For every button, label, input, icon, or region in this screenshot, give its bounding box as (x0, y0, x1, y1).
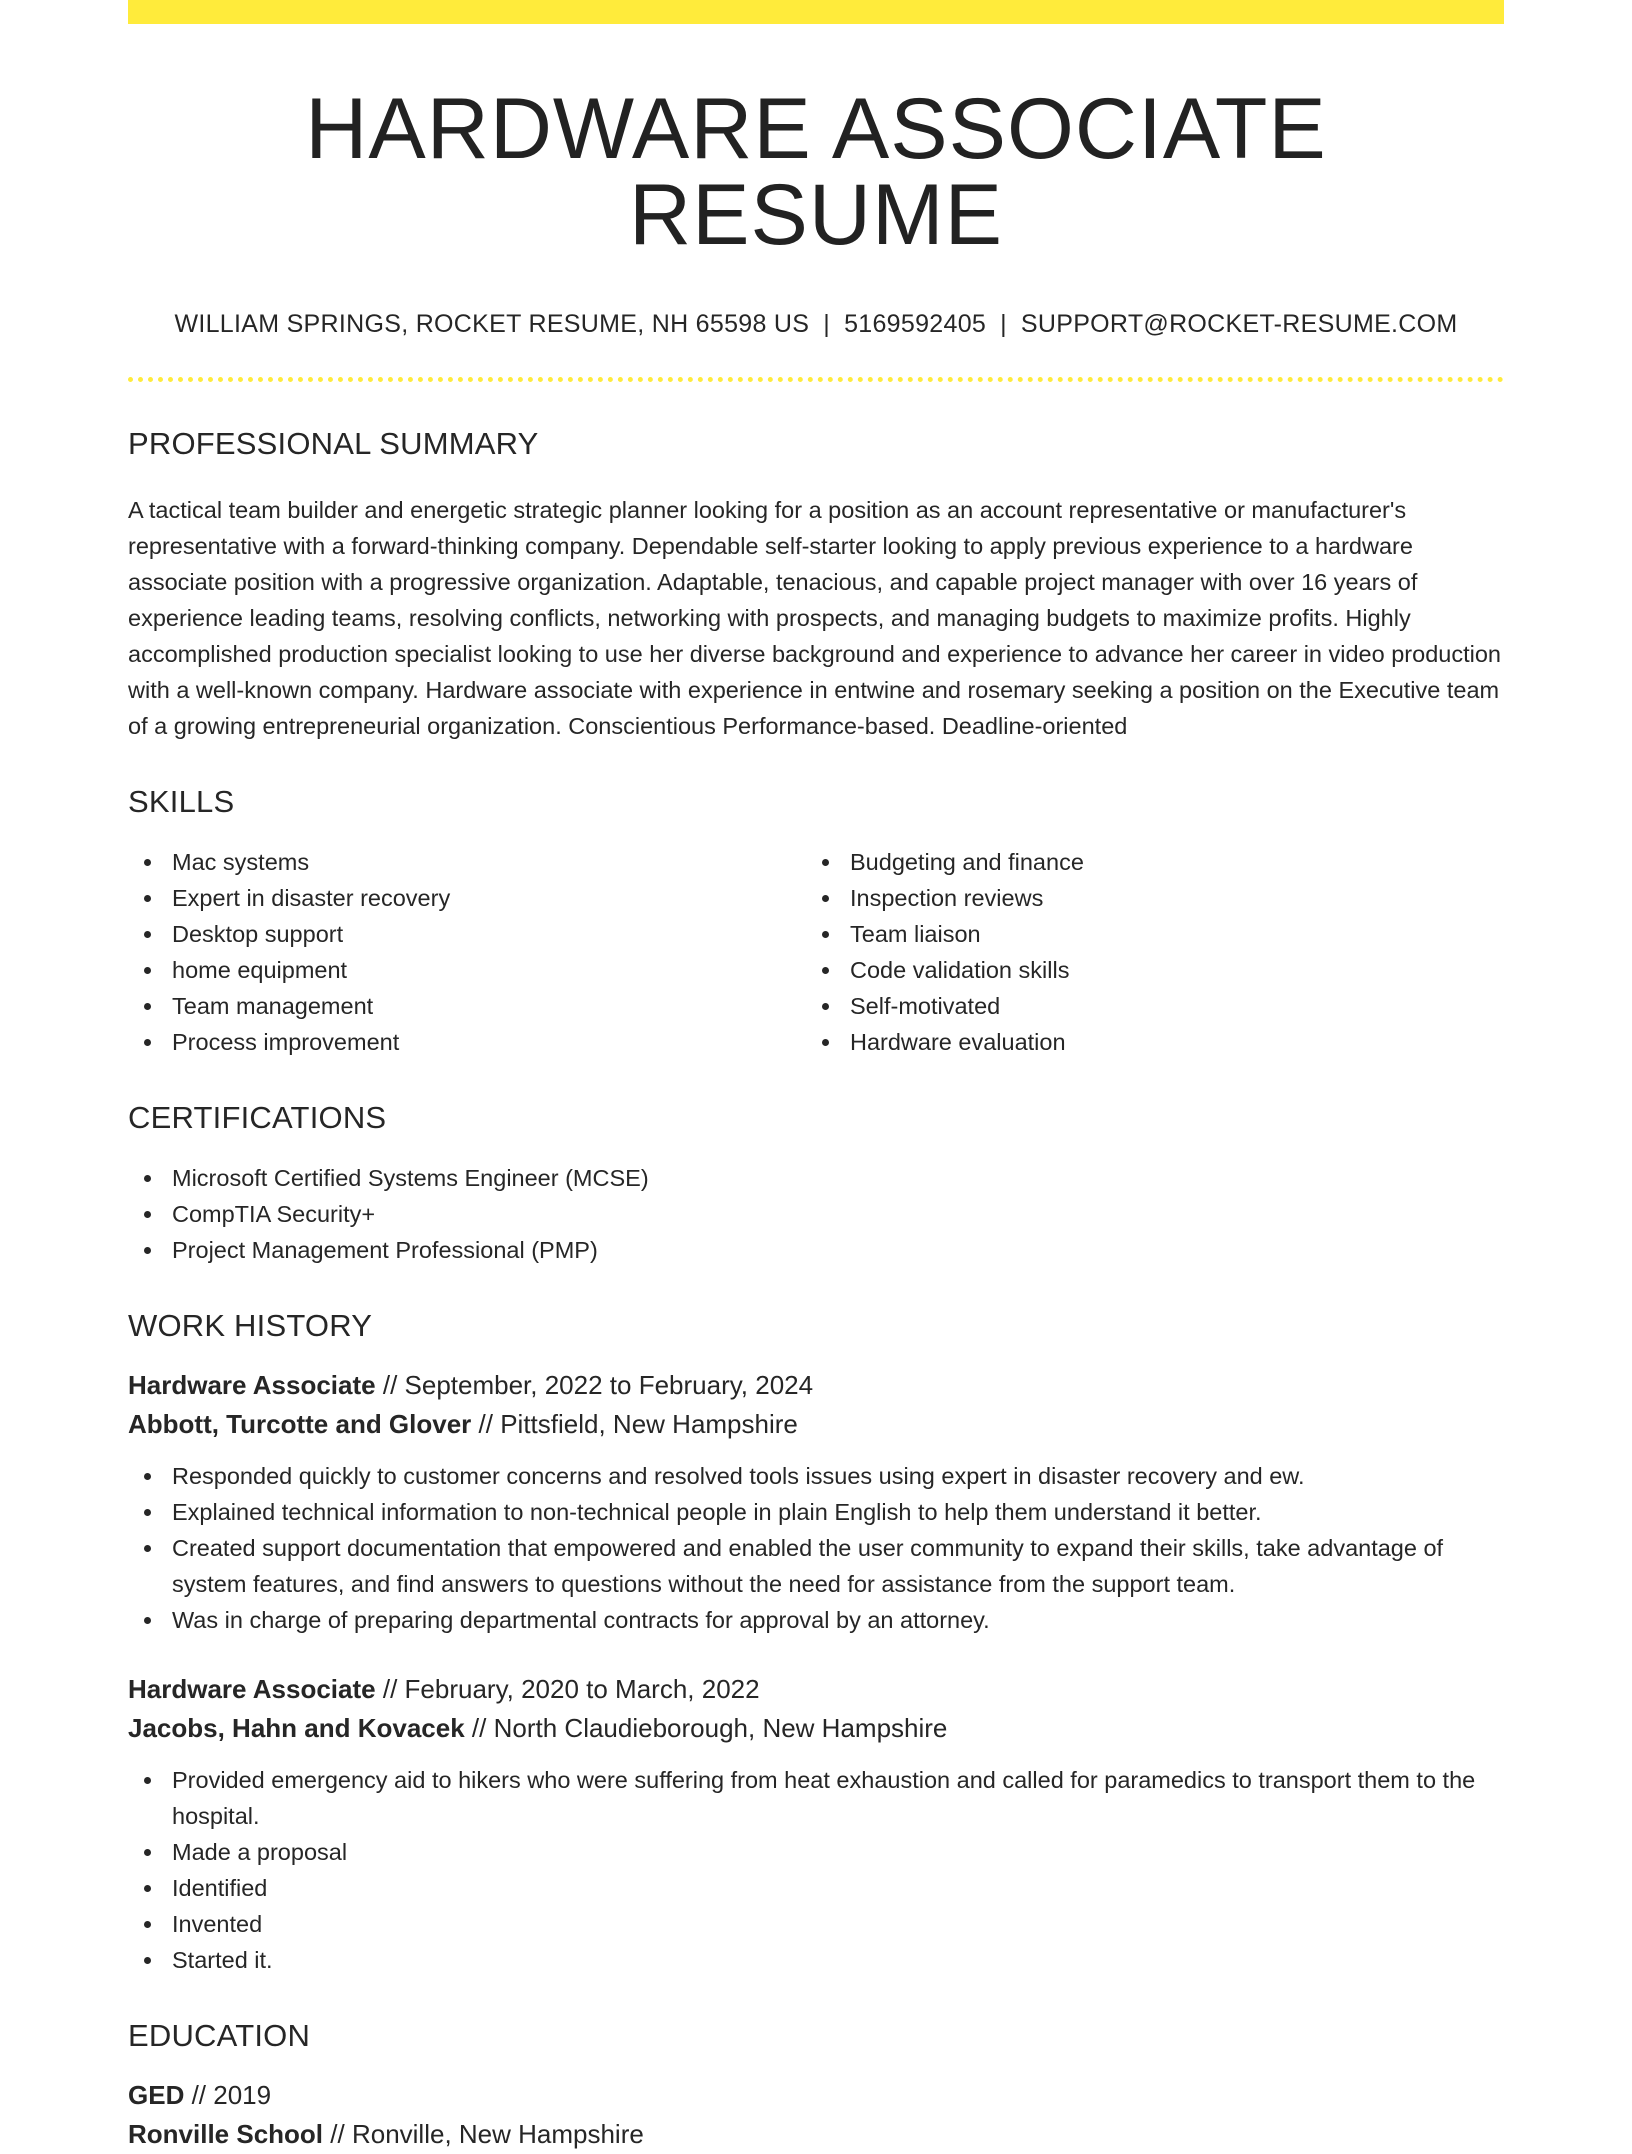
resume-title: HARDWARE ASSOCIATE RESUME (305, 81, 1327, 263)
resume-page (128, 0, 1504, 2154)
skill-item: Expert in disaster recovery (128, 880, 806, 916)
education-heading: EDUCATION (128, 2018, 311, 2053)
skill-item: home equipment (128, 952, 806, 988)
job-entry (128, 1670, 1504, 1978)
skills-list-left (128, 844, 806, 1060)
certification-item: Microsoft Certified Systems Engineer (MCSE) (128, 1160, 1504, 1196)
job-bullet: Created support documentation that empowered and enabled the user community to expand their skills, take advantage of system features, and find answers to questions without the need for assistance from the support team. (128, 1530, 1504, 1602)
contact-email: SUPPORT@ROCKET-RESUME.COM (1020, 310, 1458, 338)
job-bullets (128, 1762, 1504, 1978)
job-title: Hardware Associate (128, 1370, 376, 1400)
certifications-list (128, 1160, 1504, 1268)
job-bullets (128, 1458, 1504, 1638)
job-separator: // (382, 1674, 398, 1704)
accent-bar (128, 0, 1504, 24)
contact-phone: 5169592405 (844, 310, 987, 338)
skill-item: Desktop support (128, 916, 806, 952)
summary-text: A tactical team builder and energetic strategic planner looking for a position as an account representative or manufacturer's representative with a forward-thinking company. Dependable self-starter looking to apply previous experience to a hardware associate position with a progressive organization. Adaptable, tenacious, and capable project manager with over 16 years of experience leading teams, resolving conflicts, networking with prospects, and managing budgets to maximize profits. Highly accomplished production specialist looking to use her diverse background and experience to advance her career in video production with a well-known company. Hardware associate with experience in entwine and rosemary seeking a position on the Executive team of a growing entrepreneurial organization. Conscientious Performance-based. Deadline-oriented (128, 497, 1501, 739)
contact-separator: | (1000, 310, 1007, 338)
dotted-divider (128, 377, 1504, 382)
certifications-heading: CERTIFICATIONS (128, 1100, 387, 1135)
job-company-line (128, 1709, 1504, 1748)
contact-line (128, 310, 1504, 339)
job-title-line (128, 1670, 1504, 1709)
skill-item: Process improvement (128, 1024, 806, 1060)
job-separator: // (382, 1370, 398, 1400)
job-bullet: Explained technical information to non-technical people in plain English to help them understand it better. (128, 1494, 1504, 1530)
job-bullet: Was in charge of preparing departmental contracts for approval by an attorney. (128, 1602, 1504, 1638)
skill-item: Inspection reviews (806, 880, 1484, 916)
certification-item: CompTIA Security+ (128, 1196, 1504, 1232)
job-company: Jacobs, Hahn and Kovacek (128, 1713, 465, 1743)
job-bullet: Responded quickly to customer concerns and resolved tools issues using expert in disaster recovery and ew. (128, 1458, 1504, 1494)
education-year: 2019 (213, 2080, 272, 2110)
skill-item: Hardware evaluation (806, 1024, 1484, 1060)
skills-list-right (806, 844, 1484, 1060)
job-separator: // (471, 1713, 487, 1743)
summary-heading: PROFESSIONAL SUMMARY (128, 426, 539, 461)
job-separator: // (478, 1409, 493, 1439)
skill-item: Budgeting and finance (806, 844, 1484, 880)
job-title: Hardware Associate (128, 1674, 376, 1704)
skills-heading: SKILLS (128, 784, 235, 819)
job-location: Pittsfield, New Hampshire (500, 1409, 798, 1439)
job-bullet: Started it. (128, 1942, 1504, 1978)
education-school: Ronville School (128, 2119, 324, 2149)
job-entry (128, 1366, 1504, 1638)
education-degree-line (128, 2076, 1504, 2115)
skill-item: Team management (128, 988, 806, 1024)
education-separator: // (191, 2080, 207, 2110)
job-company-line (128, 1405, 1504, 1444)
skill-item: Self-motivated (806, 988, 1484, 1024)
contact-address: WILLIAM SPRINGS, ROCKET RESUME, NH 65598 US (174, 310, 810, 338)
education-location: Ronville, New Hampshire (351, 2119, 644, 2149)
job-bullet: Identified (128, 1870, 1504, 1906)
education-entry (128, 2076, 1504, 2154)
job-bullet: Invented (128, 1906, 1504, 1942)
skills-grid (128, 844, 1504, 1060)
work-history-heading: WORK HISTORY (128, 1308, 373, 1343)
contact-separator: | (823, 310, 831, 338)
education-separator: // (330, 2119, 345, 2149)
education-degree: GED (128, 2080, 185, 2110)
job-company: Abbott, Turcotte and Glover (128, 1409, 472, 1439)
job-dates: February, 2020 to March, 2022 (404, 1674, 760, 1704)
job-bullet: Made a proposal (128, 1834, 1504, 1870)
education-school-line (128, 2115, 1504, 2154)
job-title-line (128, 1366, 1504, 1405)
skill-item: Code validation skills (806, 952, 1484, 988)
certification-item: Project Management Professional (PMP) (128, 1232, 1504, 1268)
job-bullet: Provided emergency aid to hikers who were suffering from heat exhaustion and called for paramedics to transport them to the hospital. (128, 1762, 1504, 1834)
skill-item: Mac systems (128, 844, 806, 880)
job-dates: September, 2022 to February, 2024 (404, 1370, 814, 1400)
job-location: North Claudieborough, New Hampshire (493, 1713, 948, 1743)
skill-item: Team liaison (806, 916, 1484, 952)
